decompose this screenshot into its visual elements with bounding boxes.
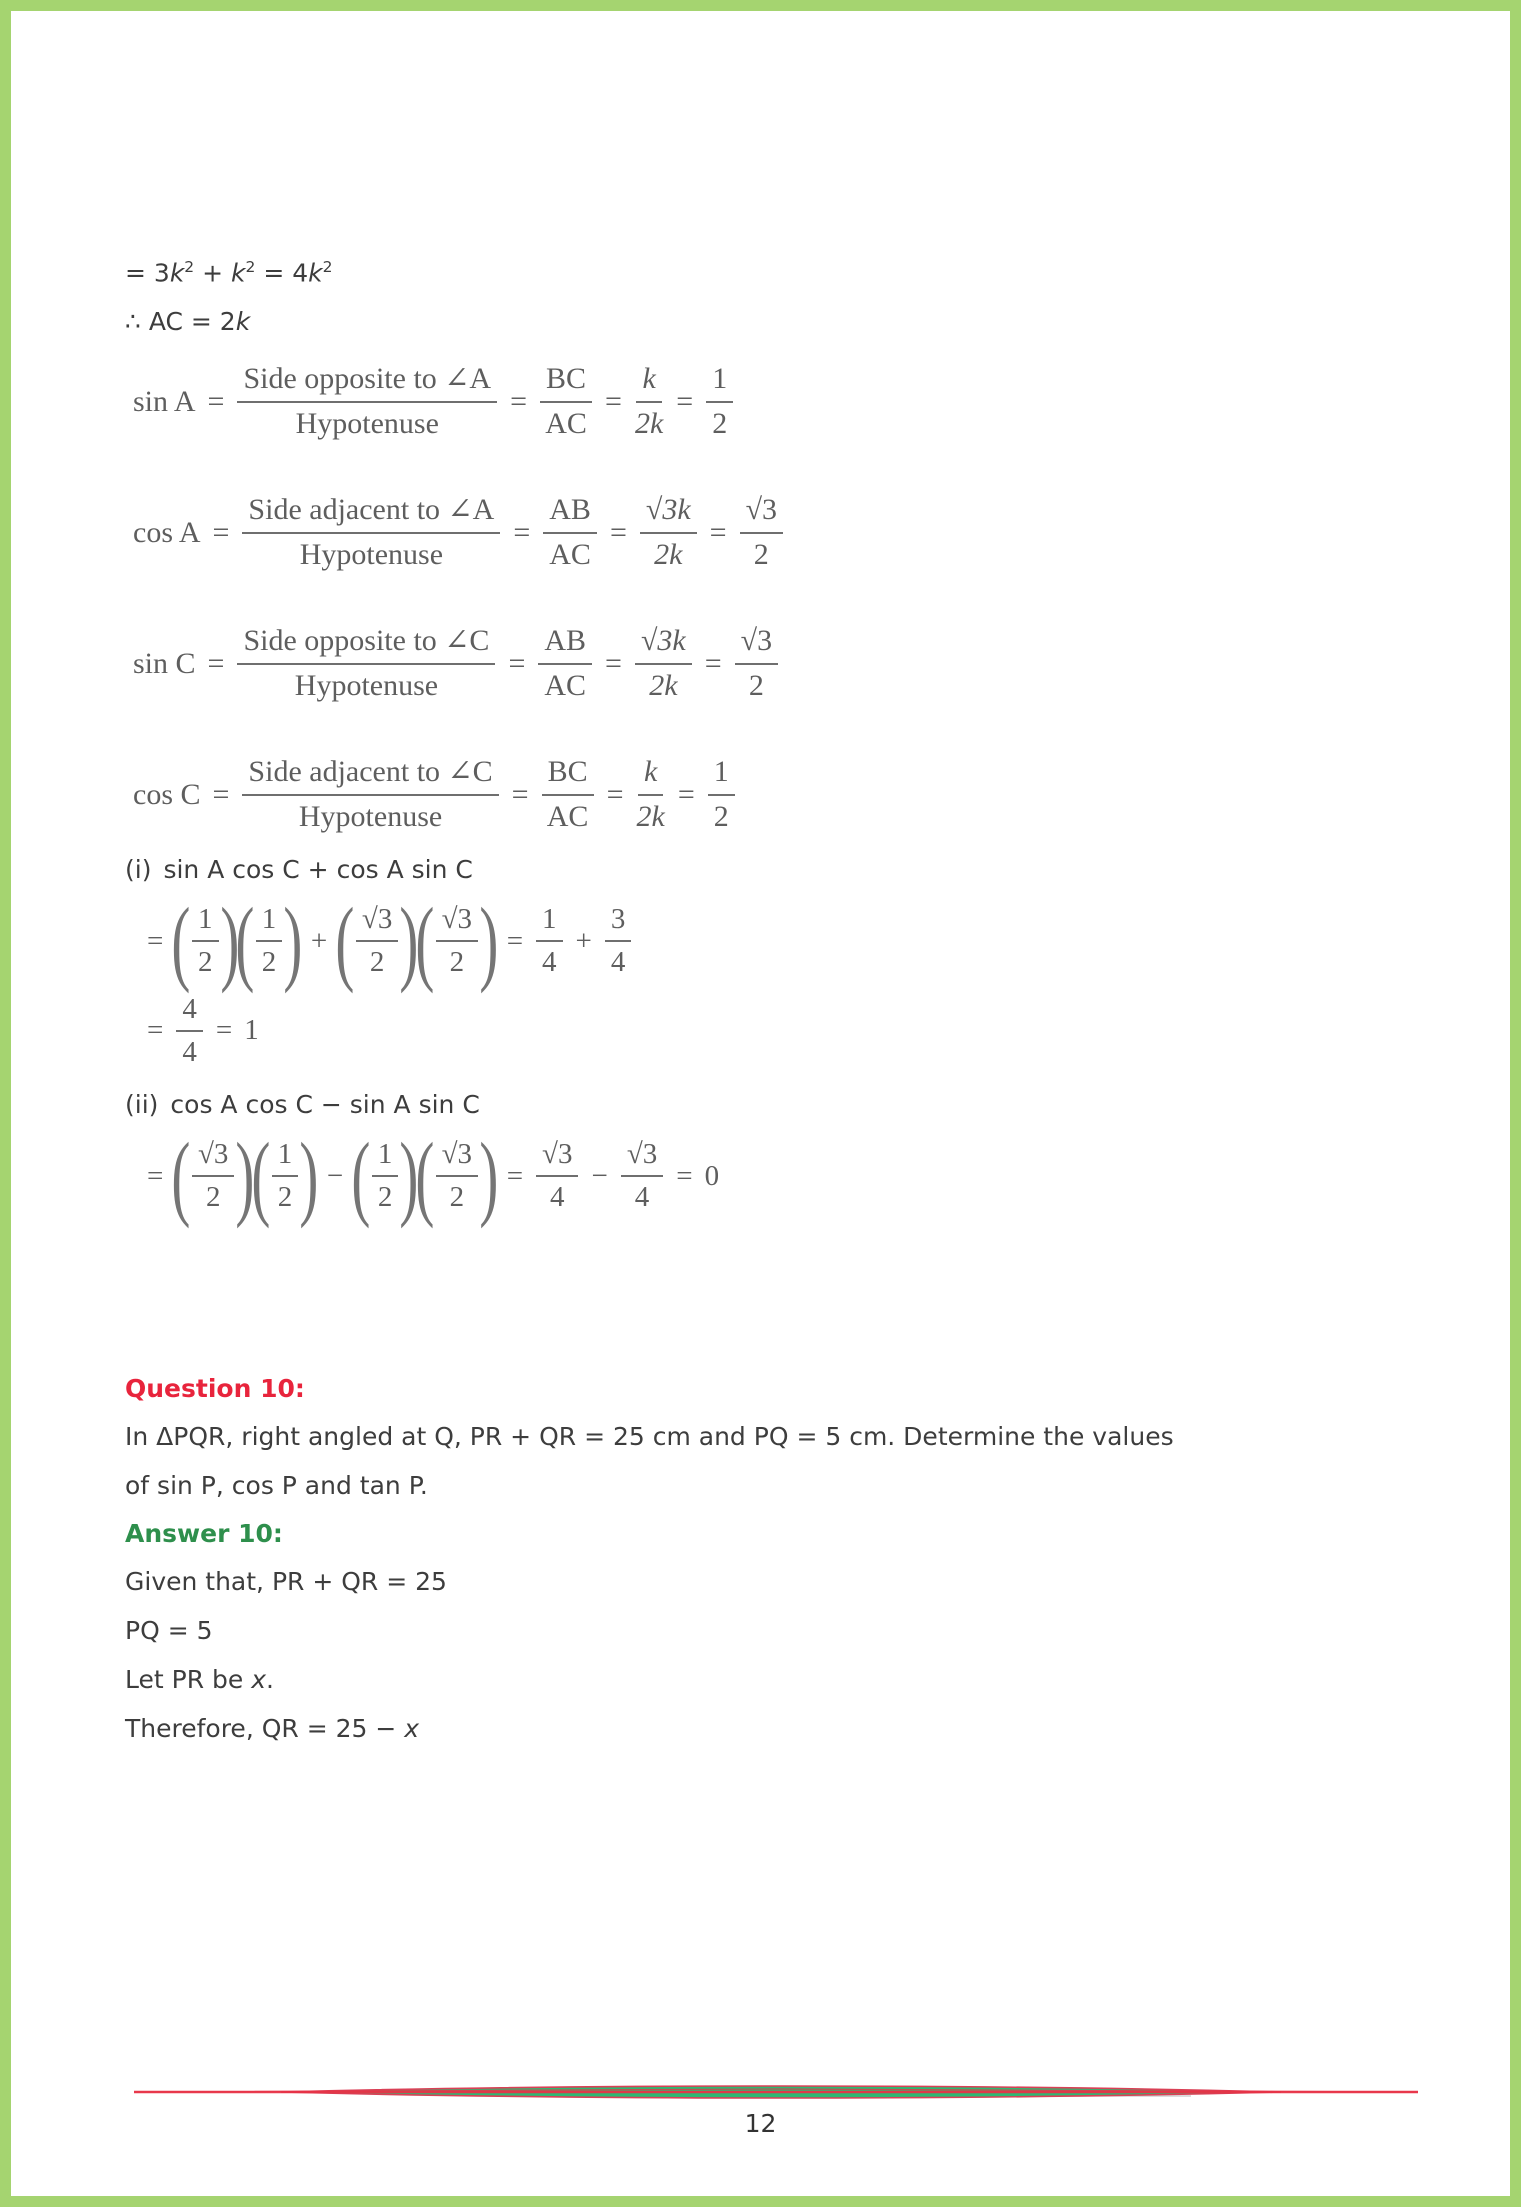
- side-fraction: $\frac{AB}{AC}$: [538, 624, 592, 703]
- fraction: $\frac{1}{2}$: [192, 903, 219, 980]
- plus-sign: +: [575, 924, 592, 957]
- part-i-equation: [137, 888, 1454, 995]
- derivation-line-1: = $3k^2 + k^2 = 4k^2$: [125, 258, 333, 288]
- fraction: $\frac{1}{2}$: [372, 1138, 399, 1215]
- answer-line-4: Therefore, QR = 25 − x: [125, 1713, 420, 1743]
- equals-sign: =: [676, 384, 694, 418]
- equals-sign: =: [212, 515, 230, 549]
- equals-sign: =: [212, 777, 230, 811]
- derivation-line-2: ∴ AC = 2k: [125, 307, 251, 337]
- k-fraction: $\frac{k}{2k}$: [636, 755, 665, 833]
- answer-line-1: Given that, PR + QR = 25: [125, 1566, 447, 1596]
- right-paren: ): [399, 1123, 419, 1230]
- answer-heading: Answer 10:: [125, 1518, 283, 1548]
- k-fraction: $\frac{√3k}{2k}$: [635, 624, 692, 703]
- minus-sign: −: [591, 1159, 608, 1192]
- equation-sin-c: [133, 624, 1454, 703]
- right-paren: ): [219, 888, 239, 995]
- word-fraction: $\frac{\text{Side adjacent to ∠A}}{\text{Hypotenuse}}$: [242, 493, 500, 572]
- right-paren: ): [283, 888, 303, 995]
- equals-sign: =: [605, 384, 622, 418]
- k-fraction: $\frac{k}{2k}$: [634, 362, 664, 440]
- separator-flourish: [131, 2083, 1421, 2103]
- word-fraction: $\frac{\text{Side opposite to ∠C}}{\text{Hypotenuse}}$: [237, 624, 495, 703]
- equals-sign: =: [207, 646, 225, 680]
- equals-sign: =: [677, 777, 695, 811]
- value-fraction: $\frac{√3}{2}$: [740, 493, 783, 572]
- result-value: 0: [704, 1159, 720, 1192]
- question-text-line-1: In ΔPQR, right angled at Q, PR + QR = 25 cm and PQ = 5 cm. Determine the values: [125, 1421, 1174, 1451]
- equals-sign: =: [709, 515, 727, 549]
- fraction: $\frac{4}{4}$: [176, 993, 203, 1070]
- equation-lhs: sin C: [133, 646, 196, 680]
- equation-lhs: cos C: [133, 777, 201, 811]
- right-paren: ): [235, 1123, 255, 1230]
- fraction: $\frac{3}{4}$: [605, 903, 632, 980]
- left-paren: (: [335, 888, 355, 995]
- answer-line-2: PQ = 5: [125, 1615, 213, 1645]
- fraction: $\frac{1}{2}$: [272, 1138, 299, 1215]
- left-paren: (: [415, 1123, 435, 1230]
- side-fraction: $\frac{BC}{AC}$: [542, 755, 594, 834]
- fraction: $\frac{√3}{2}$: [436, 1138, 478, 1215]
- k-fraction: $\frac{√3k}{2k}$: [640, 493, 697, 572]
- fraction: $\frac{√3}{2}$: [436, 903, 478, 980]
- equals-sign: =: [704, 646, 722, 680]
- minus-sign: −: [326, 1159, 344, 1192]
- equals-sign: =: [506, 1159, 524, 1192]
- equals-sign: =: [676, 1159, 693, 1192]
- page-content: [11, 249, 1510, 1747]
- equals-sign: =: [513, 515, 531, 549]
- equals-sign: =: [606, 777, 624, 811]
- fraction: $\frac{√3}{4}$: [621, 1138, 663, 1215]
- part-ii-equation: [137, 1123, 1454, 1230]
- right-paren: ): [479, 1123, 499, 1230]
- right-paren: ): [399, 888, 419, 995]
- equals-sign: =: [510, 384, 528, 418]
- fraction: $\frac{1}{4}$: [536, 903, 563, 980]
- fraction: $\frac{√3}{4}$: [536, 1138, 578, 1215]
- equation-cos-a: [133, 493, 1454, 572]
- equals-sign: =: [207, 384, 225, 418]
- fraction: $\frac{1}{2}$: [256, 903, 283, 980]
- side-fraction: $\frac{AB}{AC}$: [543, 493, 597, 572]
- equals-sign: =: [506, 924, 524, 957]
- question-text-line-2: of sin P, cos P and tan P.: [125, 1470, 428, 1500]
- part-i-result-equation: [137, 993, 1454, 1070]
- equation-sin-a: [133, 362, 1454, 441]
- equals-sign: =: [147, 1014, 164, 1047]
- equals-sign: =: [511, 777, 529, 811]
- page-number: 12: [744, 2109, 777, 2138]
- equals-sign: =: [215, 1014, 233, 1047]
- equation-lhs: sin A: [133, 384, 196, 418]
- left-paren: (: [171, 1123, 191, 1230]
- left-paren: (: [415, 888, 435, 995]
- equals-sign: =: [508, 646, 526, 680]
- equals-sign: =: [609, 515, 627, 549]
- value-fraction: $\frac{√3}{2}$: [735, 624, 778, 703]
- question-heading: Question 10:: [125, 1373, 305, 1403]
- left-paren: (: [251, 1123, 271, 1230]
- part-i-label: (i) sin A cos C + cos A sin C: [125, 855, 473, 885]
- left-paren: (: [351, 1123, 371, 1230]
- fraction: $\frac{√3}{2}$: [356, 903, 398, 980]
- plus-sign: +: [310, 924, 328, 957]
- word-fraction: $\frac{\text{Side adjacent to ∠C}}{\text{Hypotenuse}}$: [242, 755, 498, 834]
- left-paren: (: [235, 888, 255, 995]
- equation-cos-c: [133, 755, 1454, 834]
- answer-line-3: Let PR be x.: [125, 1664, 274, 1694]
- fraction: $\frac{√3}{2}$: [192, 1138, 234, 1215]
- result-value: 1: [244, 1014, 259, 1047]
- value-fraction: $\frac{1}{2}$: [708, 755, 735, 834]
- right-paren: ): [299, 1123, 319, 1230]
- equals-sign: =: [605, 646, 622, 680]
- equals-sign: =: [147, 1159, 164, 1192]
- equation-lhs: cos A: [133, 515, 201, 549]
- left-paren: (: [171, 888, 191, 995]
- right-paren: ): [479, 888, 499, 995]
- word-fraction: $\frac{\text{Side opposite to ∠A}}{\text{Hypotenuse}}$: [237, 362, 497, 441]
- side-fraction: $\frac{BC}{AC}$: [540, 362, 592, 441]
- value-fraction: $\frac{1}{2}$: [706, 362, 733, 441]
- part-ii-label: (ii) cos A cos C − sin A sin C: [125, 1090, 480, 1120]
- equals-sign: =: [147, 924, 164, 957]
